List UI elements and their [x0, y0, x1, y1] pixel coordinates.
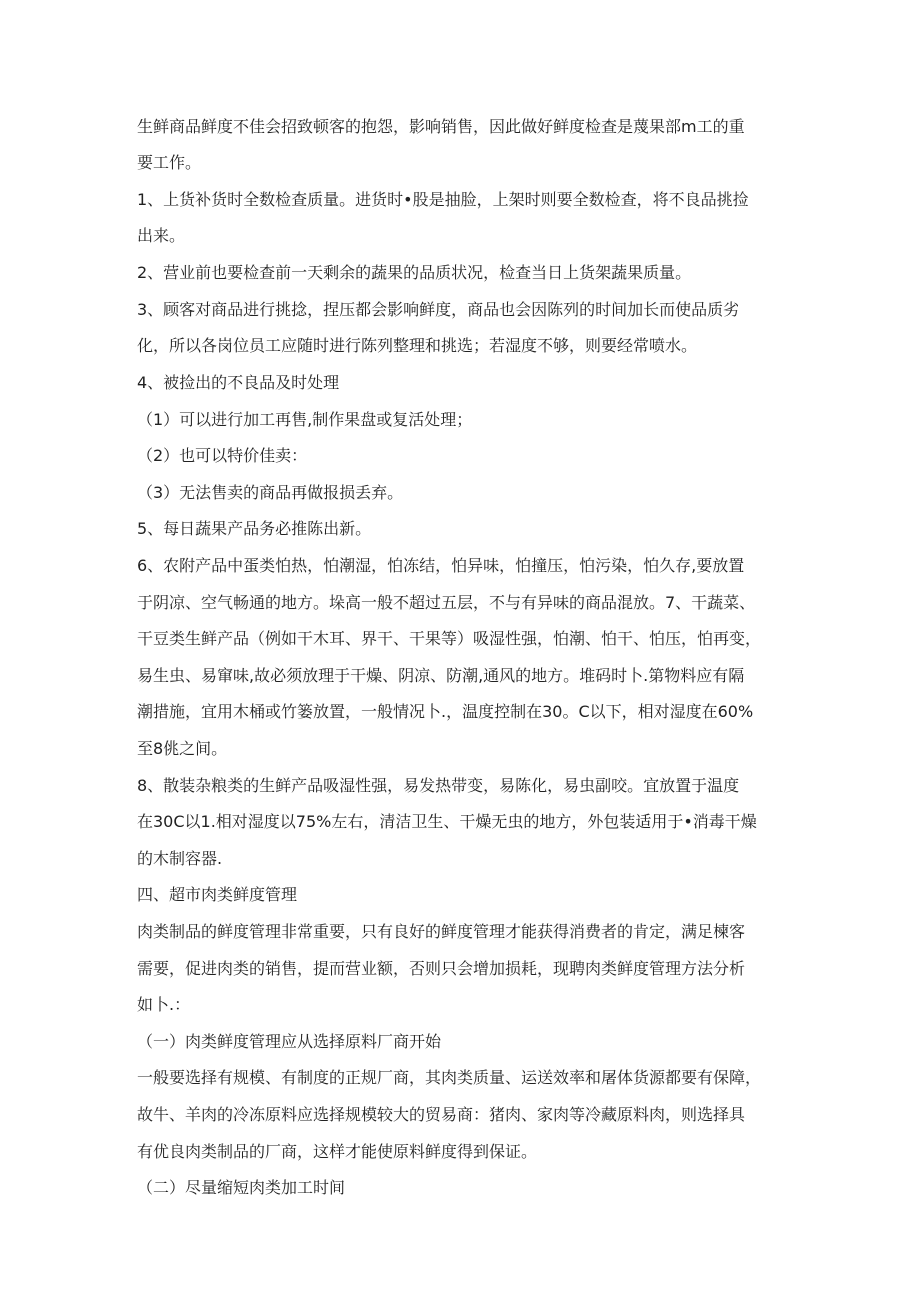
- paragraph-line: 1、上货补货时全数检查质量。进货时•股是抽脸，上架时则要全数检查，将不良品挑捡: [137, 190, 749, 209]
- paragraph-line: 5、每日蔬果产品务必推陈出新。: [137, 519, 372, 538]
- paragraph-line: 干豆类生鲜产品（例如干木耳、界干、干果等）吸湿性强，怕潮、怕干、怕压，怕再变，: [137, 629, 762, 648]
- paragraph-line: 一般要选择有规模、有制度的正规厂商，其肉类质量、运送效率和屠体货源都要有保障，: [137, 1068, 762, 1087]
- paragraph-line: 潮措施，宜用木桶或竹篓放置，一般情况卜.，温度控制在30。C以下，相对湿度在60%: [137, 702, 754, 721]
- paragraph-line: 至8佻之间。: [137, 739, 228, 758]
- list-item: （3）无法售卖的商品再做报损丢弃。: [137, 483, 404, 502]
- paragraph-line: 生鲜商品鲜度不佳会招致顿客的抱怨，影响销售，因此做好鲜度检查是蔑果部m工的重: [137, 117, 745, 136]
- subsection-heading: （二）尽量缩短肉类加工时间: [137, 1178, 346, 1197]
- paragraph-line: 化，所以各岗位员工应随时进行陈列整理和挑选；若湿度不够，则要经常喷水。: [137, 336, 698, 355]
- list-item: （2）也可以特价佳卖：: [137, 446, 308, 465]
- paragraph-line: 在30C以1.相对湿度以75%左右，清洁卫生、干燥无虫的地方，外包装适用于•消毒干燥: [137, 812, 757, 831]
- paragraph-line: 如卜.：: [137, 995, 191, 1014]
- subsection-heading: （一）肉类鲜度管理应从选择原料厂商开始: [137, 1032, 442, 1051]
- paragraph-line: 需要，促进肉类的销售，提而营业额，否则只会增加损耗，现聘肉类鲜度管理方法分析: [137, 959, 746, 978]
- list-item: （1）可以进行加工再售,制作果盘或复活处理；: [137, 410, 473, 429]
- paragraph-line: 8、散装杂粮类的生鲜产品吸湿性强，易发热带变，易陈化，易虫副咬。宜放置于温度: [137, 776, 740, 795]
- paragraph-line: 故牛、羊肉的冷冻原料应选择规模较大的贸易商：猪肉、家肉等冷藏原料肉，则选择具: [137, 1105, 746, 1124]
- paragraph-line: 3、顾客对商品进行挑捻，捏压都会影响鲜度，商品也会因陈列的时间加长而使品质劣: [137, 300, 740, 319]
- section-heading: 四、超市肉类鲜度管理: [137, 885, 298, 904]
- paragraph-line: 2、营业前也要检查前一天剩余的蔬果的品质状况，检查当日上货架蔬果质量。: [137, 263, 692, 282]
- list-heading: 4、被捡出的不良品及时处理: [137, 373, 340, 392]
- paragraph-line: 有优良肉类制品的厂商，这样才能使原料鲜度得到保证。: [137, 1142, 538, 1161]
- paragraph-line: 要工作。: [137, 153, 202, 172]
- paragraph-line: 易生虫、易窜味,故必须放理于干燥、阴凉、防潮,通风的地方。堆码时卜.第物料应有隔: [137, 666, 745, 685]
- paragraph-line: 6、农附产品中蛋类怕热，怕潮湿，怕冻结，怕异味，怕撞压，怕污染，怕久存,要放置: [137, 556, 745, 575]
- paragraph-line: 肉类制品的鲜度管理非常重要，只有良好的鲜度管理才能获得消费者的肯定，满足楝客: [137, 922, 746, 941]
- paragraph-line: 出来。: [137, 226, 186, 245]
- paragraph-line: 的木制容器.: [137, 849, 223, 868]
- paragraph-line: 于阴凉、空气畅通的地方。垛高一般不超过五层，不与有异味的商品混放。7、干蔬菜、: [137, 593, 756, 612]
